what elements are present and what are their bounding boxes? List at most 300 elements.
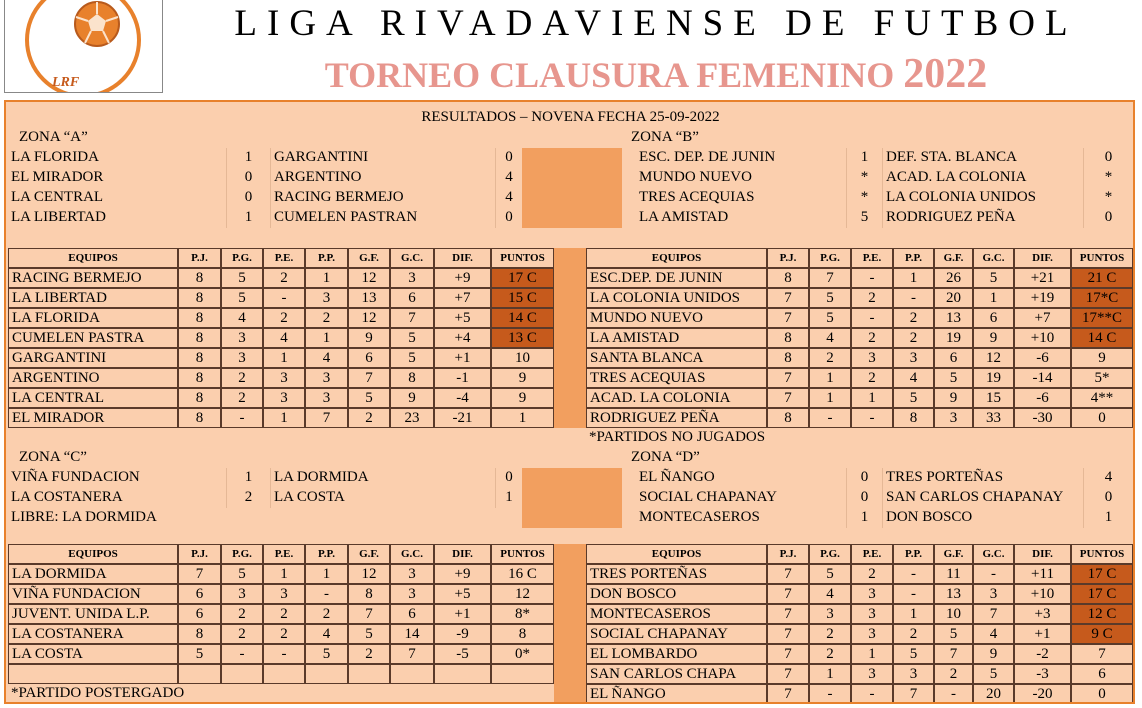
zone-d-standing-team: DON BOSCO — [586, 584, 767, 604]
zone-a-standing-pe: 2 — [263, 268, 305, 288]
zone-d-standing-gf: - — [934, 684, 973, 704]
zone-a-standing-gf: 13 — [348, 288, 390, 308]
zone-b-standing-pe: - — [851, 308, 893, 328]
zone-a-standing-pp: 3 — [305, 388, 348, 408]
svg-text:LRF: LRF — [52, 75, 80, 90]
zone-b-note: *PARTIDOS NO JUGADOS — [589, 429, 766, 445]
zone-b-standing-gc: 12 — [973, 348, 1014, 368]
zone-c-home-score: 1 — [226, 468, 270, 488]
zone-d-standing-pp: - — [893, 564, 934, 584]
zone-a-standing-team: LA FLORIDA — [8, 308, 178, 328]
zone-b-home-score: * — [846, 188, 882, 208]
zone-a-standing-gc: 3 — [390, 268, 434, 288]
zone-a-standing-team: GARGANTINI — [8, 348, 178, 368]
zone-a-home-team: LA FLORIDA — [11, 149, 99, 165]
zone-a-home-team: LA LIBERTAD — [11, 209, 106, 225]
zone-b-standing-gf: 26 — [934, 268, 973, 288]
zone-a-standing-pg: - — [221, 408, 263, 428]
zone-d-standing-gc: 5 — [973, 664, 1014, 684]
zone-d-home-score: 0 — [846, 468, 882, 488]
zone-b-home-score: * — [846, 168, 882, 188]
zone-a-standing-pts: 10 — [491, 348, 554, 368]
zone-a-standing-pg: 3 — [221, 348, 263, 368]
zone-c-col-header: G.F. — [348, 544, 390, 564]
zone-b-label: ZONA “B” — [631, 129, 699, 145]
zone-a-standing-dif: -21 — [434, 408, 491, 428]
zone-c-empty-cell — [305, 664, 348, 684]
zone-d-standing-pj: 7 — [767, 664, 809, 684]
zone-a-standing-pe: 2 — [263, 308, 305, 328]
zone-a-standing-pp: 2 — [305, 308, 348, 328]
zone-a-label: ZONA “A” — [19, 129, 88, 145]
zone-b-standing-pp: 1 — [893, 268, 934, 288]
zone-b-standing-dif: +19 — [1014, 288, 1071, 308]
zone-d-standing-pj: 7 — [767, 564, 809, 584]
zone-a-standing-pts: 13 C — [491, 328, 554, 348]
zone-c-col-header: P.P. — [305, 544, 348, 564]
zone-b-standing-gf: 5 — [934, 368, 973, 388]
zone-b-home-team: MUNDO NUEVO — [639, 169, 752, 185]
zone-b-standing-pp: 2 — [893, 308, 934, 328]
zone-b-standing-dif: +10 — [1014, 328, 1071, 348]
zone-a-standing-pe: 3 — [263, 388, 305, 408]
zone-c-standing-pp: - — [305, 584, 348, 604]
zone-b-col-header: P.J. — [767, 248, 809, 268]
zone-c-standing-pe: 2 — [263, 604, 305, 624]
zone-b-home-score: 1 — [846, 148, 882, 168]
zone-c-empty-cell — [8, 664, 178, 684]
zone-c-standing-pe: - — [263, 644, 305, 664]
zone-c-standing-pp: 5 — [305, 644, 348, 664]
zone-a-away-score: 4 — [495, 188, 522, 208]
zone-a-col-header: G.F. — [348, 248, 390, 268]
zone-d-standing-dif: +10 — [1014, 584, 1071, 604]
tournament-year: 2022 — [903, 51, 988, 97]
zone-d-standing-gc: 20 — [973, 684, 1014, 704]
zone-b-away-score: 0 — [1083, 148, 1133, 168]
zone-b-standing-gf: 9 — [934, 388, 973, 408]
soccer-ball-icon — [5, 0, 162, 92]
zone-c-standing-gf: 5 — [348, 624, 390, 644]
zone-c-col-header: P.J. — [178, 544, 221, 564]
zone-c-empty-cell — [263, 664, 305, 684]
zone-b-standing-pj: 8 — [767, 408, 809, 428]
zone-a-col-header: P.E. — [263, 248, 305, 268]
zone-d-standing-gf: 10 — [934, 604, 973, 624]
zone-b-home-team: LA AMISTAD — [639, 209, 729, 225]
zone-b-standing-gf: 6 — [934, 348, 973, 368]
zone-d-standing-gc: 4 — [973, 624, 1014, 644]
zone-d-label: ZONA “D” — [631, 449, 700, 465]
tournament-title — [170, 50, 1142, 98]
zone-a-away-score: 0 — [495, 208, 522, 228]
zone-a-home-score: 0 — [226, 168, 270, 188]
zone-d-standing-pp: 7 — [893, 684, 934, 704]
zone-d-standing-dif: -2 — [1014, 644, 1071, 664]
zone-a-standing-pg: 2 — [221, 368, 263, 388]
zone-b-standing-pe: - — [851, 408, 893, 428]
zone-a-standing-pj: 8 — [178, 288, 221, 308]
zone-b-col-header: G.F. — [934, 248, 973, 268]
zone-a-home-team: LA CENTRAL — [11, 189, 104, 205]
zone-a-standing-dif: +7 — [434, 288, 491, 308]
zone-b-standing-pg: 7 — [809, 268, 851, 288]
zone-b-standing-pts: 5* — [1071, 368, 1133, 388]
zone-a-standing-team: EL MIRADOR — [8, 408, 178, 428]
zone-d-standing-pp: 1 — [893, 604, 934, 624]
zone-b-standing-pe: 3 — [851, 348, 893, 368]
zone-b-standing-dif: -6 — [1014, 348, 1071, 368]
zone-b-standing-pe: 1 — [851, 388, 893, 408]
zone-c-standing-dif: +5 — [434, 584, 491, 604]
zone-a-away-score: 4 — [495, 168, 522, 188]
zone-d-standing-dif: -3 — [1014, 664, 1071, 684]
zone-a-away-score: 0 — [495, 148, 522, 168]
zone-b-standing-pg: 1 — [809, 368, 851, 388]
zone-b-standing-gc: 1 — [973, 288, 1014, 308]
zone-d-standing-team: SAN CARLOS CHAPA — [586, 664, 767, 684]
zone-c-standing-dif: +1 — [434, 604, 491, 624]
zone-d-standing-team: SOCIAL CHAPANAY — [586, 624, 767, 644]
zone-b-standing-gc: 5 — [973, 268, 1014, 288]
zone-a-col-header: P.J. — [178, 248, 221, 268]
zone-a-standing-dif: +4 — [434, 328, 491, 348]
zone-d-away-score: 0 — [1083, 488, 1133, 508]
zone-b-standing-pj: 7 — [767, 368, 809, 388]
zone-b-standing-dif: -14 — [1014, 368, 1071, 388]
zone-d-col-header: G.F. — [934, 544, 973, 564]
zone-d-away-team: DON BOSCO — [882, 508, 1083, 528]
zone-c-home-team: LA COSTANERA — [11, 489, 123, 505]
zone-a-home-score: 1 — [226, 208, 270, 228]
zone-d-standing-pts: 12 C — [1071, 604, 1133, 624]
zone-d-col-header: P.E. — [851, 544, 893, 564]
zone-b-standing-pp: - — [893, 288, 934, 308]
zone-a-standing-team: CUMELEN PASTRA — [8, 328, 178, 348]
zone-c-away-team: LA COSTA — [270, 488, 495, 508]
zone-c-away-score: 0 — [495, 468, 522, 488]
zone-d-standing-gf: 2 — [934, 664, 973, 684]
zone-d-home-score: 1 — [846, 508, 882, 528]
zone-a-standing-gc: 7 — [390, 308, 434, 328]
zone-d-standing-pp: 3 — [893, 664, 934, 684]
zone-c-standing-team: LA COSTA — [8, 644, 178, 664]
zone-b-standing-pj: 7 — [767, 308, 809, 328]
zone-d-standing-pg: 4 — [809, 584, 851, 604]
zone-a-standing-pg: 2 — [221, 388, 263, 408]
zone-d-standing-gf: 13 — [934, 584, 973, 604]
zone-b-standing-pe: - — [851, 268, 893, 288]
zone-b-col-header: DIF. — [1014, 248, 1071, 268]
zone-b-standing-gc: 9 — [973, 328, 1014, 348]
zone-a-standing-pe: 1 — [263, 348, 305, 368]
zone-d-standing-team: MONTECASEROS — [586, 604, 767, 624]
zone-d-standing-pj: 7 — [767, 684, 809, 704]
zone-c-standing-pj: 6 — [178, 604, 221, 624]
zone-d-standing-pj: 7 — [767, 604, 809, 624]
zone-d-standing-dif: +11 — [1014, 564, 1071, 584]
zone-c-standing-gc: 6 — [390, 604, 434, 624]
zone-a-standing-pts: 17 C — [491, 268, 554, 288]
zone-c-empty-cell — [491, 664, 554, 684]
zone-d-col-header: G.C. — [973, 544, 1014, 564]
zone-c-col-header: P.E. — [263, 544, 305, 564]
zone-c-standing-pg: 2 — [221, 624, 263, 644]
zone-b-standing-pg: - — [809, 408, 851, 428]
zone-c-standing-team: JUVENT. UNIDA L.P. — [8, 604, 178, 624]
zone-d-standing-pg: 5 — [809, 564, 851, 584]
zone-b-standing-gc: 15 — [973, 388, 1014, 408]
zone-b-standing-pg: 2 — [809, 348, 851, 368]
zone-c-standing-pe: 1 — [263, 564, 305, 584]
zone-a-standing-pp: 3 — [305, 288, 348, 308]
page-header — [0, 0, 1142, 100]
zone-d-standing-pts: 17 C — [1071, 584, 1133, 604]
zone-d-standing-pts: 7 — [1071, 644, 1133, 664]
zone-d-standing-pp: - — [893, 584, 934, 604]
zone-a-standing-pp: 3 — [305, 368, 348, 388]
zone-a-standing-gc: 23 — [390, 408, 434, 428]
zone-c-standing-gf: 12 — [348, 564, 390, 584]
zone-b-standing-gf: 13 — [934, 308, 973, 328]
zone-d-col-header: DIF. — [1014, 544, 1071, 564]
zone-c-standing-pts: 8 — [491, 624, 554, 644]
zone-c-standing-gf: 2 — [348, 644, 390, 664]
zone-c-standing-pe: 3 — [263, 584, 305, 604]
zone-c-note: *PARTIDO POSTERGADO — [11, 685, 185, 701]
zone-a-standing-pe: 4 — [263, 328, 305, 348]
zone-b-col-header: P.G. — [809, 248, 851, 268]
zone-b-home-team: TRES ACEQUIAS — [639, 189, 755, 205]
zone-c-standing-pp: 2 — [305, 604, 348, 624]
zone-d-col-header: P.P. — [893, 544, 934, 564]
zone-a-away-team: GARGANTINI — [270, 148, 495, 168]
zone-d-standing-pts: 17 C — [1071, 564, 1133, 584]
zone-c-home-score: 2 — [226, 488, 270, 508]
zone-b-standing-gf: 20 — [934, 288, 973, 308]
zone-a-standing-pj: 8 — [178, 408, 221, 428]
zone-b-home-score: 5 — [846, 208, 882, 228]
zone-b-col-header: PUNTOS — [1071, 248, 1133, 268]
zone-a-standing-dif: +5 — [434, 308, 491, 328]
zone-c-label: ZONA “C” — [19, 449, 87, 465]
zone-d-standing-pg: 1 — [809, 664, 851, 684]
zone-c-standing-pp: 1 — [305, 564, 348, 584]
zone-b-standing-gc: 33 — [973, 408, 1014, 428]
zone-d-away-score: 4 — [1083, 468, 1133, 488]
zone-a-standing-pj: 8 — [178, 368, 221, 388]
zone-a-standing-gc: 9 — [390, 388, 434, 408]
zone-b-standing-gc: 19 — [973, 368, 1014, 388]
zone-a-standing-pp: 1 — [305, 328, 348, 348]
zone-c-col-header: DIF. — [434, 544, 491, 564]
zone-a-standing-dif: +1 — [434, 348, 491, 368]
zone-d-standing-team: EL LOMBARDO — [586, 644, 767, 664]
zone-c-standing-pp: 4 — [305, 624, 348, 644]
zone-a-col-header: EQUIPOS — [8, 248, 178, 268]
zone-b-standing-pp: 5 — [893, 388, 934, 408]
zone-a-standing-pj: 8 — [178, 388, 221, 408]
results-title: RESULTADOS – NOVENA FECHA 25-09-2022 — [421, 109, 720, 125]
zone-b-away-score: * — [1083, 168, 1133, 188]
zone-b-standing-dif: +7 — [1014, 308, 1071, 328]
zone-b-standing-pj: 8 — [767, 268, 809, 288]
zone-d-col-header: P.J. — [767, 544, 809, 564]
zone-c-bye: LIBRE: LA DORMIDA — [11, 509, 157, 525]
zone-c-standing-pts: 16 C — [491, 564, 554, 584]
zone-c-standing-team: VIÑA FUNDACION — [8, 584, 178, 604]
zone-b-col-header: G.C. — [973, 248, 1014, 268]
zone-b-standing-team: MUNDO NUEVO — [586, 308, 767, 328]
zone-a-standing-gf: 7 — [348, 368, 390, 388]
zone-d-away-team: TRES PORTEÑAS — [882, 468, 1083, 488]
zone-a-standing-gf: 2 — [348, 408, 390, 428]
zone-c-away-team: LA DORMIDA — [270, 468, 495, 488]
zone-a-home-team: EL MIRADOR — [11, 169, 104, 185]
zone-a-home-score: 1 — [226, 148, 270, 168]
zone-a-standing-pg: 5 — [221, 268, 263, 288]
zone-d-col-header: EQUIPOS — [586, 544, 767, 564]
zone-a-standing-team: ARGENTINO — [8, 368, 178, 388]
zone-d-home-score: 0 — [846, 488, 882, 508]
zone-b-standing-pts: 17*C — [1071, 288, 1133, 308]
zone-b-away-team: DEF. STA. BLANCA — [882, 148, 1083, 168]
zone-d-home-team: MONTECASEROS — [639, 509, 760, 525]
zone-a-standing-pts: 15 C — [491, 288, 554, 308]
zone-d-standing-pe: 3 — [851, 584, 893, 604]
divider-block — [522, 148, 622, 228]
zone-c-col-header: P.G. — [221, 544, 263, 564]
zone-b-col-header: EQUIPOS — [586, 248, 767, 268]
zone-a-standing-pp: 7 — [305, 408, 348, 428]
zone-a-standing-gc: 5 — [390, 348, 434, 368]
zone-d-standing-gc: - — [973, 564, 1014, 584]
zone-d-standing-pts: 0 — [1071, 684, 1133, 704]
zone-d-standing-pp: 2 — [893, 624, 934, 644]
zone-b-standing-dif: +21 — [1014, 268, 1071, 288]
zone-b-standing-pe: 2 — [851, 368, 893, 388]
zone-b-standing-pts: 0 — [1071, 408, 1133, 428]
zone-b-standing-pg: 5 — [809, 288, 851, 308]
zone-c-standing-pj: 7 — [178, 564, 221, 584]
zone-a-standing-pts: 9 — [491, 368, 554, 388]
zone-a-col-header: P.P. — [305, 248, 348, 268]
zone-a-standing-pg: 3 — [221, 328, 263, 348]
zone-b-standing-team: LA AMISTAD — [586, 328, 767, 348]
zone-b-standing-pj: 8 — [767, 348, 809, 368]
zone-a-col-header: P.G. — [221, 248, 263, 268]
zone-b-standing-pp: 8 — [893, 408, 934, 428]
zone-a-standing-gc: 5 — [390, 328, 434, 348]
zone-d-standing-pts: 6 — [1071, 664, 1133, 684]
zone-b-standing-team: ACAD. LA COLONIA — [586, 388, 767, 408]
zone-d-away-team: SAN CARLOS CHAPANAY — [882, 488, 1083, 508]
zone-d-home-team: SOCIAL CHAPANAY — [639, 489, 777, 505]
zone-b-standing-pts: 4** — [1071, 388, 1133, 408]
zone-c-standing-gc: 14 — [390, 624, 434, 644]
zone-b-away-score: 0 — [1083, 208, 1133, 228]
zone-d-standing-gf: 7 — [934, 644, 973, 664]
zone-d-standing-team: TRES PORTEÑAS — [586, 564, 767, 584]
zone-d-home-team: EL ÑANGO — [639, 469, 715, 485]
zone-a-standing-gc: 8 — [390, 368, 434, 388]
zone-c-standing-gc: 3 — [390, 564, 434, 584]
zone-b-col-header: P.E. — [851, 248, 893, 268]
zone-b-standing-team: SANTA BLANCA — [586, 348, 767, 368]
zone-d-standing-pe: - — [851, 684, 893, 704]
zone-a-standing-team: LA CENTRAL — [8, 388, 178, 408]
zone-d-standing-pj: 7 — [767, 644, 809, 664]
zone-a-standing-team: LA LIBERTAD — [8, 288, 178, 308]
divider-block — [522, 468, 622, 528]
zone-d-standing-dif: -20 — [1014, 684, 1071, 704]
zone-d-standing-pe: 3 — [851, 604, 893, 624]
zone-d-standing-pg: 3 — [809, 604, 851, 624]
zone-c-empty-cell — [434, 664, 491, 684]
zone-d-standing-pg: 2 — [809, 644, 851, 664]
zone-c-standing-pts: 0* — [491, 644, 554, 664]
zone-d-standing-pg: - — [809, 684, 851, 704]
zone-a-standing-pe: 1 — [263, 408, 305, 428]
zone-d-standing-pe: 2 — [851, 564, 893, 584]
zone-d-standing-team: EL ÑANGO — [586, 684, 767, 704]
zone-d-standing-pe: 1 — [851, 644, 893, 664]
zone-b-standing-pp: 4 — [893, 368, 934, 388]
zone-d-standing-pts: 9 C — [1071, 624, 1133, 644]
results-grid — [8, 104, 1133, 702]
zone-b-standing-pg: 5 — [809, 308, 851, 328]
tournament-name: TORNEO CLAUSURA FEMENINO — [324, 55, 895, 95]
zone-c-standing-pj: 5 — [178, 644, 221, 664]
zone-a-standing-dif: -4 — [434, 388, 491, 408]
zone-d-standing-gc: 3 — [973, 584, 1014, 604]
zone-b-standing-pg: 1 — [809, 388, 851, 408]
zone-d-standing-pe: 3 — [851, 624, 893, 644]
zone-c-standing-dif: -9 — [434, 624, 491, 644]
zone-c-standing-pj: 8 — [178, 624, 221, 644]
zone-c-standing-team: LA DORMIDA — [8, 564, 178, 584]
zone-b-standing-dif: -6 — [1014, 388, 1071, 408]
league-logo — [4, 0, 163, 93]
zone-c-standing-pg: 2 — [221, 604, 263, 624]
zone-b-standing-pj: 7 — [767, 288, 809, 308]
zone-c-standing-pj: 6 — [178, 584, 221, 604]
zone-b-standing-pts: 21 C — [1071, 268, 1133, 288]
zone-d-standing-dif: +3 — [1014, 604, 1071, 624]
zone-a-standing-pts: 14 C — [491, 308, 554, 328]
zone-c-empty-cell — [390, 664, 434, 684]
zone-a-standing-pj: 8 — [178, 348, 221, 368]
zone-d-standing-gc: 7 — [973, 604, 1014, 624]
zone-c-empty-cell — [178, 664, 221, 684]
zone-b-standing-pts: 9 — [1071, 348, 1133, 368]
zone-c-col-header: EQUIPOS — [8, 544, 178, 564]
zone-c-standing-pg: 5 — [221, 564, 263, 584]
zone-a-standing-dif: -1 — [434, 368, 491, 388]
zone-b-col-header: P.P. — [893, 248, 934, 268]
zone-c-standing-dif: -5 — [434, 644, 491, 664]
zone-a-standing-gc: 6 — [390, 288, 434, 308]
zone-b-standing-team: LA COLONIA UNIDOS — [586, 288, 767, 308]
zone-b-away-team: ACAD. LA COLONIA — [882, 168, 1083, 188]
zone-c-standing-pts: 8* — [491, 604, 554, 624]
zone-a-standing-pj: 8 — [178, 268, 221, 288]
zone-c-standing-team: LA COSTANERA — [8, 624, 178, 644]
zone-a-standing-team: RACING BERMEJO — [8, 268, 178, 288]
zone-d-away-score: 1 — [1083, 508, 1133, 528]
zone-c-standing-dif: +9 — [434, 564, 491, 584]
zone-c-standing-gc: 3 — [390, 584, 434, 604]
